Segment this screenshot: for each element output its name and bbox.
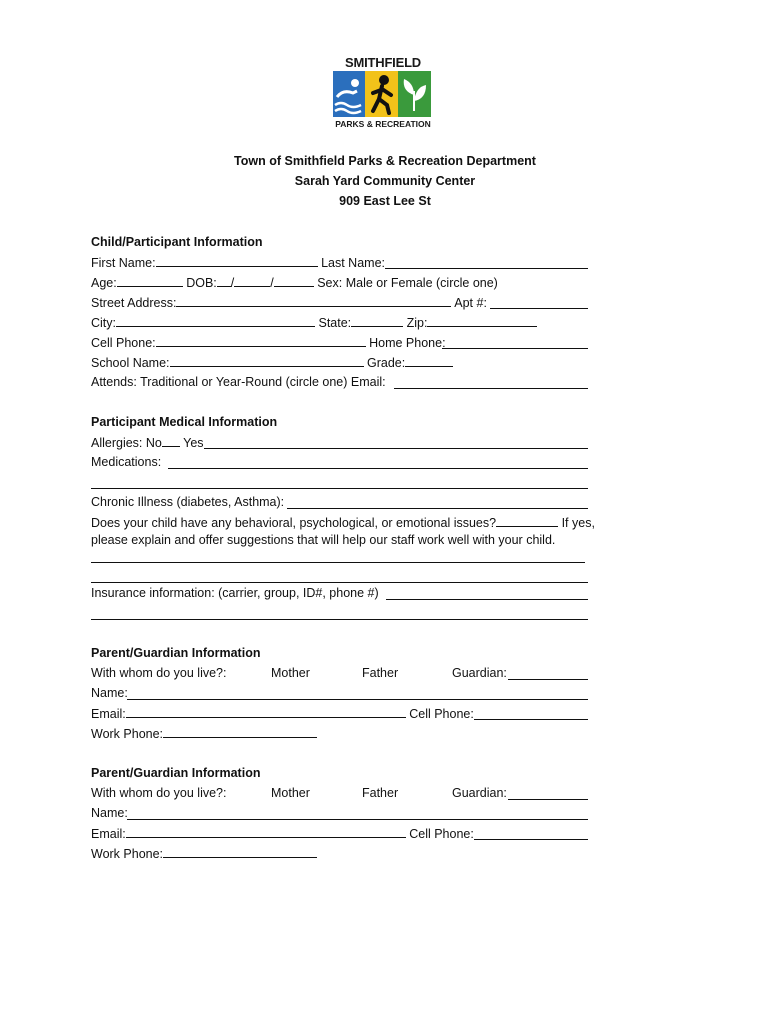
guardian1-guardian-label: Guardian: <box>452 666 507 680</box>
department-title: Town of Smithfield Parks & Recreation Department <box>234 154 536 168</box>
behavior-row <box>91 514 595 531</box>
guardian2-guardian-label: Guardian: <box>452 786 507 800</box>
insurance-field[interactable] <box>386 599 588 600</box>
state-label: State: <box>318 316 352 330</box>
zip-label: Zip: <box>406 316 428 330</box>
first-name-label: First Name: <box>91 256 156 270</box>
guardian1-cell-label: Cell Phone: <box>409 707 474 721</box>
age-row <box>91 274 498 291</box>
dob-separator: / <box>230 276 235 290</box>
guardian2-cell-label: Cell Phone: <box>409 827 474 841</box>
guardian1-mother-option[interactable]: Mother <box>271 666 310 680</box>
behavior-answer-field[interactable] <box>496 514 558 527</box>
email-field[interactable] <box>394 388 588 389</box>
allergies-no-field[interactable] <box>162 434 180 447</box>
grade-label: Grade: <box>367 356 406 370</box>
guardian1-name-label: Name: <box>91 686 128 700</box>
grade-field[interactable] <box>405 354 453 367</box>
dob-year-field[interactable] <box>274 274 314 287</box>
allergies-no-label: Allergies: No <box>91 436 162 450</box>
insurance-field-continued[interactable] <box>91 619 588 620</box>
medications-label: Medications: <box>91 455 162 469</box>
guardian1-email-label: Email: <box>91 707 126 721</box>
explain-field-line-2[interactable] <box>91 582 588 583</box>
guardian2-work-label: Work Phone: <box>91 847 164 861</box>
guardian2-guardian-field[interactable] <box>508 799 588 800</box>
runner-icon <box>365 71 398 117</box>
center-address: 909 East Lee St <box>339 194 431 208</box>
school-name-field[interactable] <box>170 354 364 367</box>
explain-row <box>91 532 555 548</box>
guardian1-father-option[interactable]: Father <box>362 666 399 680</box>
guardian1-cell-field[interactable] <box>474 719 588 720</box>
guardian2-email-field[interactable] <box>126 825 406 838</box>
guardian2-section-title: Parent/Guardian Information <box>91 766 261 780</box>
chronic-row <box>91 494 284 510</box>
guardian2-father-option[interactable]: Father <box>362 786 399 800</box>
dob-separator: / <box>270 276 274 290</box>
guardian2-work-field[interactable] <box>163 845 317 858</box>
state-field[interactable] <box>351 314 403 327</box>
logo-subtitle: PARKS & RECREATION <box>335 119 431 129</box>
attends-label: Attends: Traditional or Year-Round (circle one) Email: <box>91 375 386 389</box>
allergies-yes-label: Yes <box>183 436 204 450</box>
dob-label: DOB: <box>186 276 217 290</box>
medications-row <box>91 454 161 470</box>
guardian2-cell-field[interactable] <box>474 839 588 840</box>
city-row <box>91 314 537 331</box>
medications-field[interactable] <box>168 468 588 469</box>
last-name-label: Last Name: <box>321 256 385 270</box>
school-row <box>91 354 453 371</box>
guardian1-name-field[interactable] <box>127 699 588 700</box>
guardian1-work-label: Work Phone: <box>91 727 164 741</box>
guardian1-work-field[interactable] <box>163 725 317 738</box>
guardian2-email-label: Email: <box>91 827 126 841</box>
behavior-if-yes: If yes, <box>561 516 595 530</box>
allergies-row <box>91 434 204 451</box>
guardian1-guardian-field[interactable] <box>508 679 588 680</box>
guardian2-mother-option[interactable]: Mother <box>271 786 310 800</box>
city-label: City: <box>91 316 116 330</box>
guardian2-email-row <box>91 825 474 842</box>
explain-field-line-1[interactable] <box>91 562 585 563</box>
guardian1-work-row <box>91 725 317 742</box>
attends-row <box>91 374 386 390</box>
guardian1-email-field[interactable] <box>126 705 406 718</box>
school-name-label: School Name: <box>91 356 170 370</box>
age-field[interactable] <box>117 274 183 287</box>
guardian1-live-label: With whom do you live?: <box>91 666 227 680</box>
cell-phone-label: Cell Phone: <box>91 336 156 350</box>
phone-row <box>91 334 446 351</box>
insurance-row <box>91 585 379 601</box>
guardian2-name-label: Name: <box>91 806 128 820</box>
insurance-label: Insurance information: (carrier, group, ID#, phone #) <box>91 586 379 600</box>
child-section-title: Child/Participant Information <box>91 235 263 249</box>
street-label: Street Address: <box>91 296 177 310</box>
smithfield-logo <box>333 56 433 130</box>
swimmer-icon <box>333 71 365 117</box>
guardian2-live-label: With whom do you live?: <box>91 786 227 800</box>
leaf-icon <box>398 71 431 117</box>
medications-field-continued[interactable] <box>91 488 588 489</box>
chronic-illness-label: Chronic Illness (diabetes, Asthma): <box>91 495 285 509</box>
explain-instruction: please explain and offer suggestions that will help our staff work well with your child. <box>91 533 556 547</box>
street-field[interactable] <box>176 294 451 307</box>
sex-label: Sex: Male or Female (circle one) <box>317 276 498 290</box>
behavior-question: Does your child have any behavioral, psychological, or emotional issues? <box>91 516 497 530</box>
allergies-yes-field[interactable] <box>204 448 588 449</box>
cell-phone-field[interactable] <box>156 334 366 347</box>
last-name-field[interactable] <box>385 268 588 269</box>
age-label: Age: <box>91 276 117 290</box>
home-phone-field[interactable] <box>442 348 588 349</box>
home-phone-label: Home Phone: <box>369 336 446 350</box>
city-field[interactable] <box>116 314 315 327</box>
apt-label: Apt #: <box>454 296 487 310</box>
dob-day-field[interactable] <box>234 274 270 287</box>
first-name-field[interactable] <box>156 254 318 267</box>
logo-panels <box>333 71 431 117</box>
name-row <box>91 254 385 271</box>
guardian1-email-row <box>91 705 474 722</box>
address-row <box>91 294 487 311</box>
zip-field[interactable] <box>427 314 537 327</box>
chronic-illness-field[interactable] <box>287 508 588 509</box>
logo-title: SMITHFIELD <box>333 56 433 70</box>
dob-month-field[interactable] <box>217 274 231 287</box>
apt-field[interactable] <box>490 308 588 309</box>
center-name: Sarah Yard Community Center <box>294 174 476 188</box>
guardian1-section-title: Parent/Guardian Information <box>91 646 261 660</box>
guardian2-work-row <box>91 845 317 862</box>
guardian2-name-field[interactable] <box>127 819 588 820</box>
medical-section-title: Participant Medical Information <box>91 415 278 429</box>
